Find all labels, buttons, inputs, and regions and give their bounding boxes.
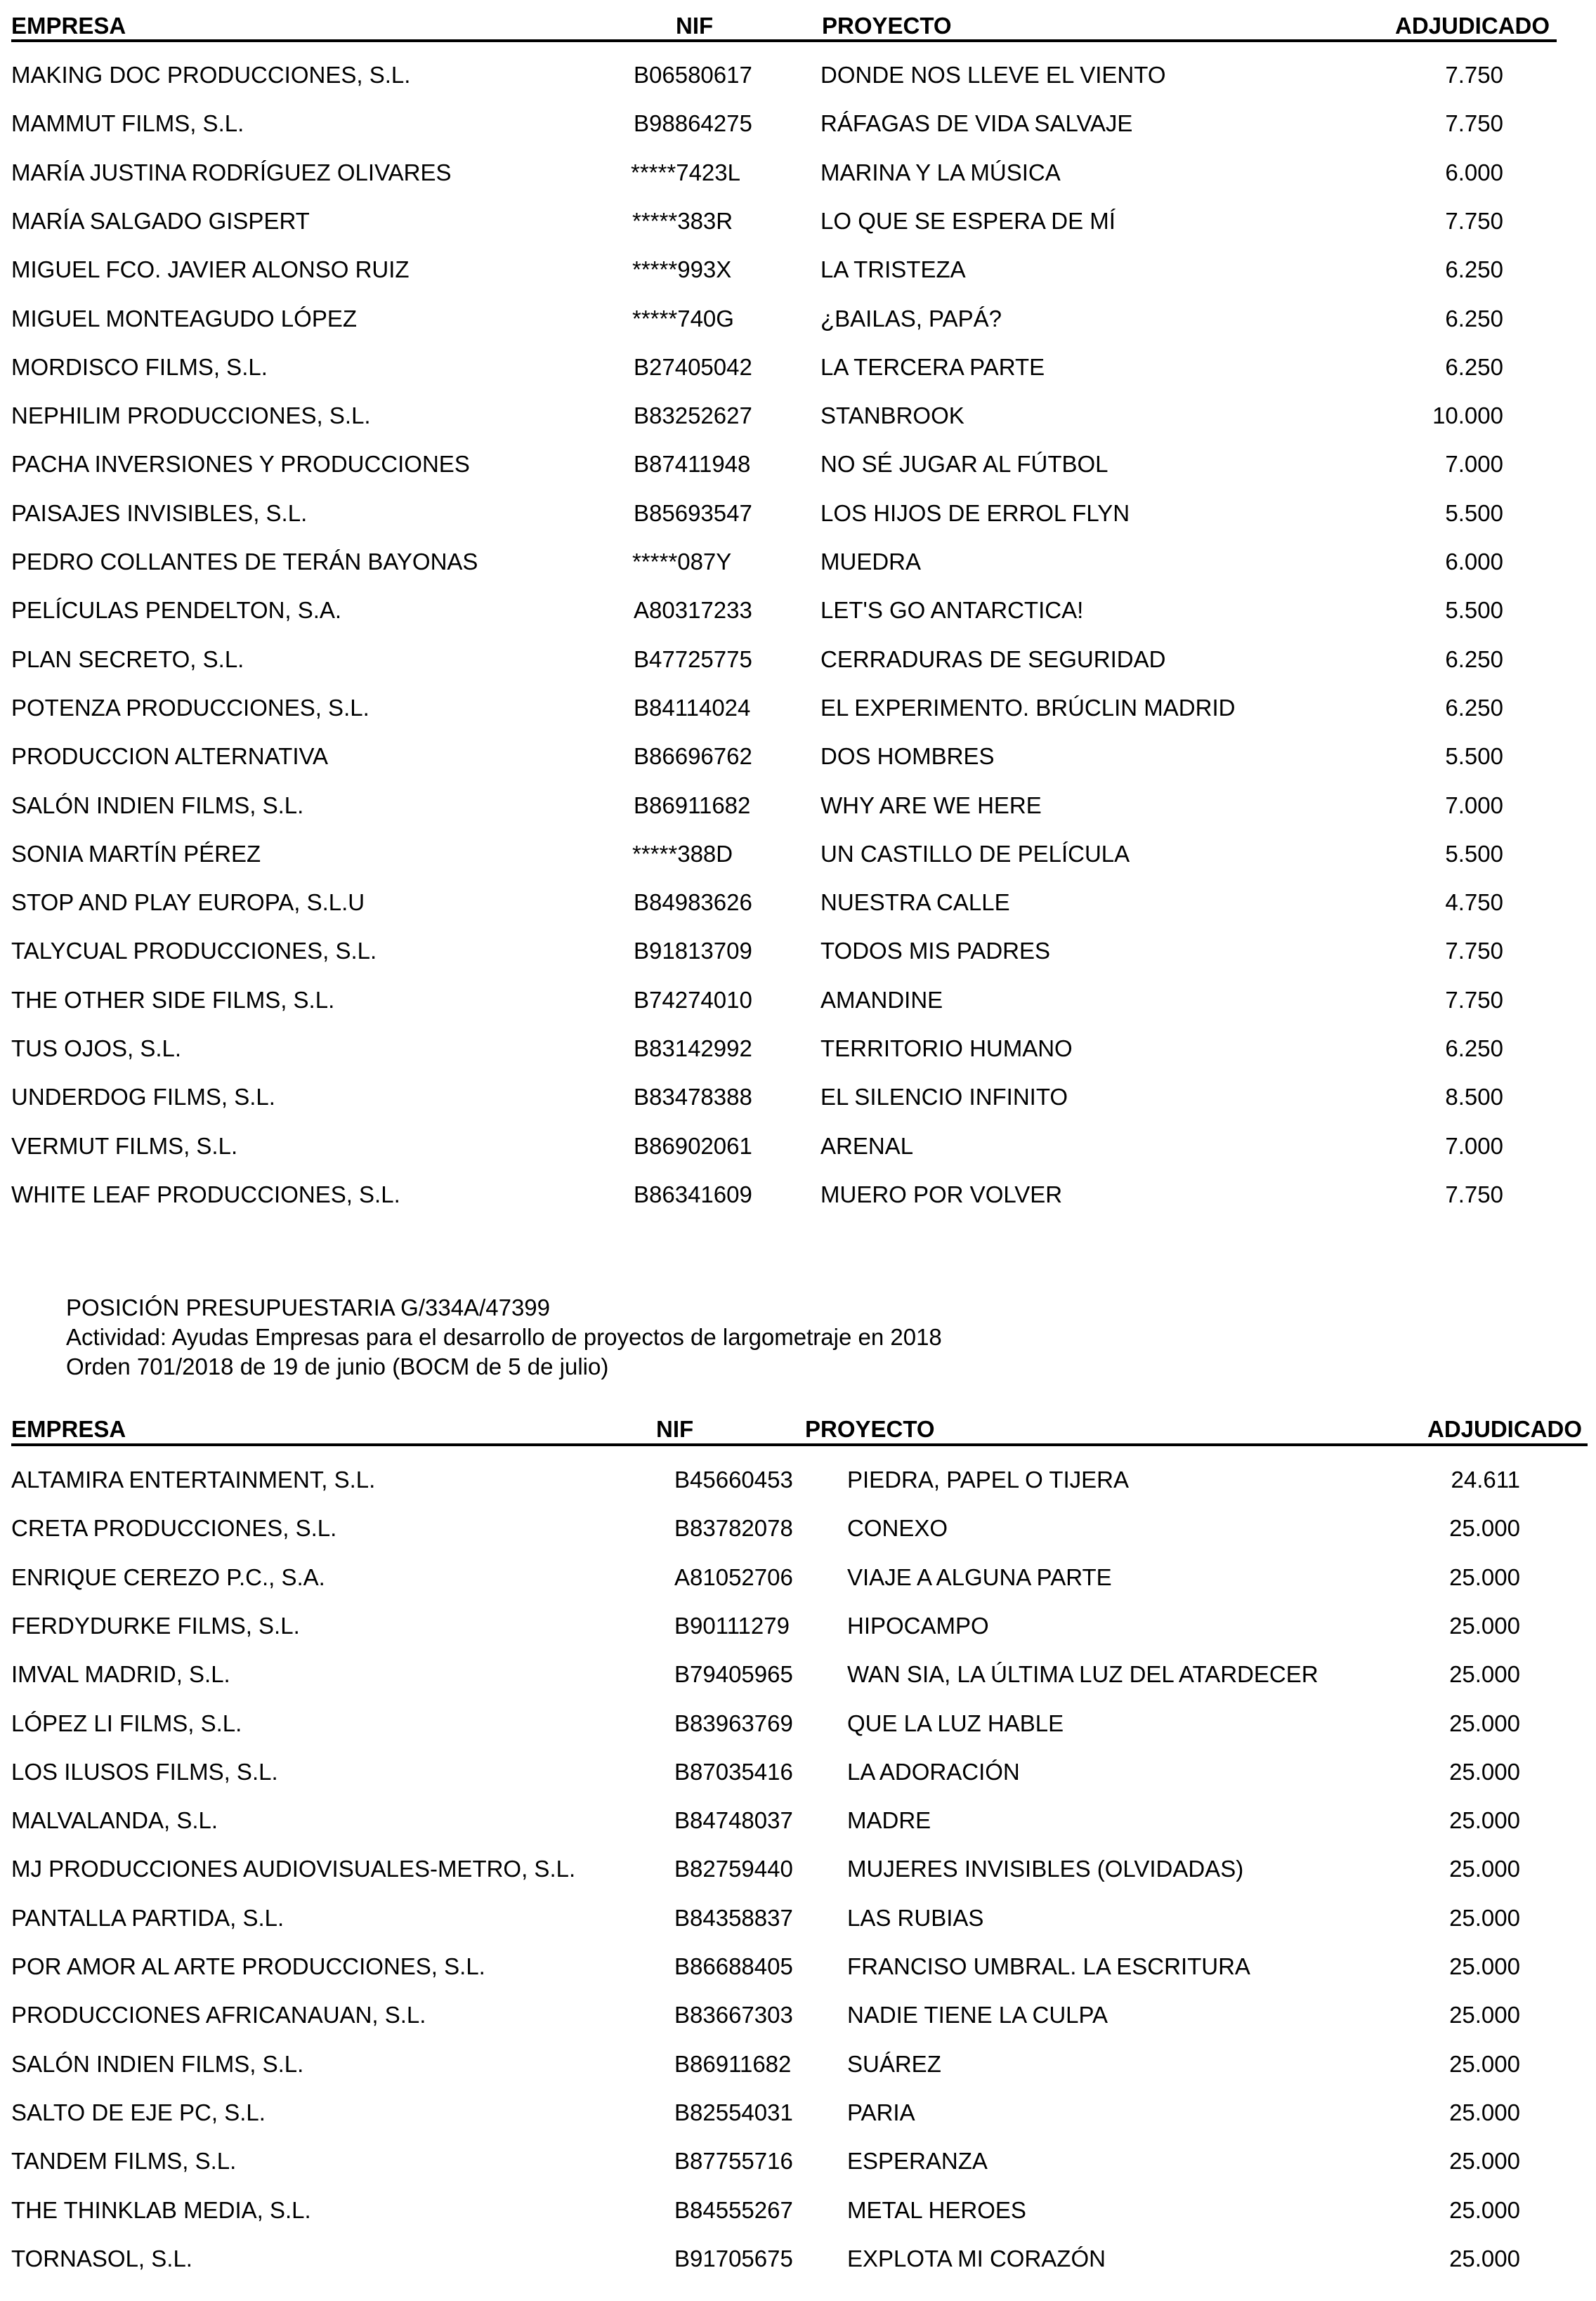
table-row [0, 1942, 1596, 1991]
cell-empresa: PELÍCULAS PENDELTON, S.A. [11, 597, 342, 624]
table-row [0, 1796, 1596, 1845]
table-row [0, 878, 1596, 927]
cell-proyecto: MARINA Y LA MÚSICA [820, 159, 1061, 185]
table-row [0, 635, 1596, 684]
cell-empresa: PANTALLA PARTIDA, S.L. [11, 1904, 284, 1931]
table-row [0, 1699, 1596, 1748]
cell-adjudicado: 25.000 [1449, 1758, 1520, 1785]
cell-empresa: MAKING DOC PRODUCCIONES, S.L. [11, 62, 411, 88]
header-adjudicado: ADJUDICADO [1427, 1416, 1583, 1442]
cell-nif: B84358837 [674, 1904, 793, 1931]
table-row [0, 976, 1596, 1025]
cell-proyecto: UN CASTILLO DE PELÍCULA [820, 840, 1130, 867]
cell-nif: B91813709 [634, 938, 752, 964]
cell-nif: B27405042 [634, 353, 752, 380]
cell-adjudicado: 25.000 [1449, 2196, 1520, 2223]
table-row [0, 1122, 1596, 1171]
cell-empresa: PACHA INVERSIONES Y PRODUCCIONES [11, 451, 470, 478]
table-row [0, 1844, 1596, 1894]
cell-nif: *****087Y [632, 549, 732, 575]
cell-nif: *****383R [632, 207, 733, 234]
cell-proyecto: LA TRISTEZA [820, 256, 966, 283]
cell-empresa: MJ PRODUCCIONES AUDIOVISUALES-METRO, S.L. [11, 1856, 576, 1882]
header-empresa: EMPRESA [11, 1416, 126, 1442]
cell-adjudicado: 25.000 [1449, 1904, 1520, 1931]
table-row [0, 2234, 1596, 2283]
table-row [0, 732, 1596, 781]
cell-nif: B86688405 [674, 1953, 793, 1979]
cell-adjudicado: 7.750 [1445, 986, 1503, 1013]
cell-empresa: POR AMOR AL ARTE PRODUCCIONES, S.L. [11, 1953, 485, 1979]
cell-empresa: MARÍA SALGADO GISPERT [11, 207, 310, 234]
cell-adjudicado: 6.250 [1445, 1035, 1503, 1061]
cell-proyecto: METAL HEROES [847, 2196, 1026, 2223]
cell-adjudicado: 25.000 [1449, 1612, 1520, 1639]
cell-nif: B83252627 [634, 402, 752, 429]
cell-nif: *****7423L [631, 159, 740, 185]
table-row [0, 1601, 1596, 1651]
table-row [0, 51, 1596, 100]
table-row [0, 148, 1596, 197]
cell-empresa: THE THINKLAB MEDIA, S.L. [11, 2196, 311, 2223]
table-row [0, 2137, 1596, 2186]
cell-adjudicado: 5.500 [1445, 743, 1503, 770]
cell-empresa: PLAN SECRETO, S.L. [11, 645, 244, 672]
cell-adjudicado: 25.000 [1449, 1953, 1520, 1979]
cell-proyecto: VIAJE A ALGUNA PARTE [847, 1563, 1112, 1590]
cell-proyecto: WAN SIA, LA ÚLTIMA LUZ DEL ATARDECER [847, 1661, 1319, 1688]
table-row [0, 489, 1596, 538]
cell-nif: B84114024 [634, 694, 751, 721]
cell-empresa: WHITE LEAF PRODUCCIONES, S.L. [11, 1181, 400, 1207]
cell-empresa: THE OTHER SIDE FILMS, S.L. [11, 986, 335, 1013]
cell-proyecto: LAS RUBIAS [847, 1904, 984, 1931]
cell-empresa: PAISAJES INVISIBLES, S.L. [11, 499, 308, 526]
cell-adjudicado: 25.000 [1449, 2099, 1520, 2125]
cell-empresa: STOP AND PLAY EUROPA, S.L.U [11, 889, 365, 916]
cell-adjudicado: 25.000 [1449, 2002, 1520, 2028]
cell-proyecto: ARENAL [820, 1132, 914, 1159]
cell-proyecto: MADRE [847, 1807, 931, 1834]
cell-empresa: TUS OJOS, S.L. [11, 1035, 182, 1061]
cell-proyecto: NO SÉ JUGAR AL FÚTBOL [820, 451, 1108, 478]
cell-nif: B47725775 [634, 645, 752, 672]
cell-empresa: SONIA MARTÍN PÉREZ [11, 840, 261, 867]
cell-proyecto: FRANCISO UMBRAL. LA ESCRITURA [847, 1953, 1250, 1979]
cell-adjudicado: 25.000 [1449, 1661, 1520, 1688]
cell-adjudicado: 25.000 [1449, 2050, 1520, 2077]
cell-nif: *****388D [632, 840, 733, 867]
header-empresa: EMPRESA [11, 13, 126, 39]
cell-nif: A81052706 [674, 1563, 793, 1590]
table-row [0, 830, 1596, 879]
cell-adjudicado: 25.000 [1449, 1515, 1520, 1542]
table-row [0, 440, 1596, 489]
cell-empresa: POTENZA PRODUCCIONES, S.L. [11, 694, 369, 721]
cell-nif: B84748037 [674, 1807, 793, 1834]
cell-nif: B83142992 [634, 1035, 752, 1061]
cell-proyecto: LA ADORACIÓN [847, 1758, 1020, 1785]
cell-adjudicado: 25.000 [1449, 1710, 1520, 1736]
table-row [0, 1455, 1596, 1504]
cell-proyecto: CERRADURAS DE SEGURIDAD [820, 645, 1166, 672]
cell-empresa: TANDEM FILMS, S.L. [11, 2148, 237, 2175]
budget-position: POSICIÓN PRESUPUESTARIA G/334A/47399 [66, 1294, 551, 1320]
cell-nif: B82759440 [674, 1856, 793, 1882]
cell-adjudicado: 25.000 [1449, 1807, 1520, 1834]
cell-proyecto: EL EXPERIMENTO. BRÚCLIN MADRID [820, 694, 1236, 721]
table-2-header [0, 1415, 1596, 1443]
table-row [0, 2186, 1596, 2235]
cell-proyecto: MUERO POR VOLVER [820, 1181, 1063, 1207]
cell-proyecto: DOS HOMBRES [820, 743, 995, 770]
cell-proyecto: MUEDRA [820, 549, 922, 575]
cell-empresa: FERDYDURKE FILMS, S.L. [11, 1612, 300, 1639]
cell-nif: B87755716 [674, 2148, 793, 2175]
cell-nif: B86911682 [634, 792, 751, 818]
cell-proyecto: STANBROOK [820, 402, 964, 429]
table-row [0, 683, 1596, 733]
cell-proyecto: QUE LA LUZ HABLE [847, 1710, 1064, 1736]
table-row [0, 99, 1596, 148]
activity-description: Actividad: Ayudas Empresas para el desarrollo de proyectos de largometraje en 2018 [66, 1324, 942, 1350]
cell-proyecto: NADIE TIENE LA CULPA [847, 2002, 1108, 2028]
table-row [0, 197, 1596, 246]
cell-empresa: VERMUT FILMS, S.L. [11, 1132, 238, 1159]
table-row [0, 1504, 1596, 1553]
cell-empresa: CRETA PRODUCCIONES, S.L. [11, 1515, 337, 1542]
cell-empresa: PRODUCCIONES AFRICANAUAN, S.L. [11, 2002, 426, 2028]
table-row [0, 391, 1596, 440]
cell-nif: B86911682 [674, 2050, 792, 2077]
order-reference: Orden 701/2018 de 19 de junio (BOCM de 5 de julio) [66, 1353, 609, 1379]
cell-adjudicado: 25.000 [1449, 1563, 1520, 1590]
table-row [0, 1073, 1596, 1122]
table-row [0, 1553, 1596, 1602]
cell-nif: B85693547 [634, 499, 752, 526]
cell-proyecto: ¿BAILAS, PAPÁ? [820, 305, 1002, 332]
cell-proyecto: TODOS MIS PADRES [820, 938, 1051, 964]
cell-adjudicado: 25.000 [1449, 2148, 1520, 2175]
cell-adjudicado: 6.250 [1445, 694, 1503, 721]
cell-nif: B87035416 [674, 1758, 793, 1785]
header-nif: NIF [656, 1416, 694, 1442]
cell-adjudicado: 6.000 [1445, 549, 1503, 575]
table-1-header-rule [11, 39, 1557, 42]
cell-nif: B83782078 [674, 1515, 793, 1542]
cell-adjudicado: 24.611 [1451, 1467, 1520, 1493]
cell-nif: B91705675 [674, 2245, 793, 2272]
table-row [0, 1991, 1596, 2040]
table-row [0, 1894, 1596, 1943]
cell-proyecto: LO QUE SE ESPERA DE MÍ [820, 207, 1116, 234]
cell-nif: A80317233 [634, 597, 752, 624]
cell-nif: B06580617 [634, 62, 752, 88]
cell-proyecto: LA TERCERA PARTE [820, 353, 1045, 380]
cell-adjudicado: 5.500 [1445, 840, 1503, 867]
cell-proyecto: DONDE NOS LLEVE EL VIENTO [820, 62, 1166, 88]
cell-nif: B84983626 [634, 889, 752, 916]
cell-empresa: PEDRO COLLANTES DE TERÁN BAYONAS [11, 549, 478, 575]
cell-adjudicado: 8.500 [1445, 1084, 1503, 1110]
cell-proyecto: NUESTRA CALLE [820, 889, 1010, 916]
cell-proyecto: LOS HIJOS DE ERROL FLYN [820, 499, 1130, 526]
cell-adjudicado: 6.250 [1445, 645, 1503, 672]
table-1-header [0, 12, 1596, 40]
cell-proyecto: CONEXO [847, 1515, 948, 1542]
cell-nif: B83478388 [634, 1084, 752, 1110]
cell-nif: B83963769 [674, 1710, 793, 1736]
cell-adjudicado: 7.750 [1445, 62, 1503, 88]
table-row [0, 245, 1596, 294]
cell-adjudicado: 4.750 [1445, 889, 1503, 916]
cell-nif: B45660453 [674, 1467, 793, 1493]
cell-adjudicado: 25.000 [1449, 1856, 1520, 1882]
cell-empresa: ALTAMIRA ENTERTAINMENT, S.L. [11, 1467, 376, 1493]
cell-proyecto: WHY ARE WE HERE [820, 792, 1042, 818]
cell-empresa: SALÓN INDIEN FILMS, S.L. [11, 792, 304, 818]
cell-empresa: SALÓN INDIEN FILMS, S.L. [11, 2050, 304, 2077]
cell-empresa: LÓPEZ LI FILMS, S.L. [11, 1710, 242, 1736]
cell-empresa: UNDERDOG FILMS, S.L. [11, 1084, 275, 1110]
cell-empresa: MAMMUT FILMS, S.L. [11, 110, 244, 137]
cell-empresa: MIGUEL MONTEAGUDO LÓPEZ [11, 305, 358, 332]
cell-empresa: SALTO DE EJE PC, S.L. [11, 2099, 266, 2125]
cell-adjudicado: 10.000 [1432, 402, 1503, 429]
cell-nif: *****740G [632, 305, 734, 332]
cell-empresa: ENRIQUE CEREZO P.C., S.A. [11, 1563, 325, 1590]
table-row [0, 781, 1596, 830]
cell-proyecto: PIEDRA, PAPEL O TIJERA [847, 1467, 1130, 1493]
cell-empresa: MIGUEL FCO. JAVIER ALONSO RUIZ [11, 256, 410, 283]
cell-proyecto: LET'S GO ANTARCTICA! [820, 597, 1084, 624]
cell-adjudicado: 7.000 [1445, 451, 1503, 478]
cell-empresa: MORDISCO FILMS, S.L. [11, 353, 268, 380]
cell-nif: B79405965 [674, 1661, 793, 1688]
cell-proyecto: TERRITORIO HUMANO [820, 1035, 1073, 1061]
cell-nif: B98864275 [634, 110, 752, 137]
cell-adjudicado: 7.750 [1445, 938, 1503, 964]
cell-adjudicado: 6.250 [1445, 353, 1503, 380]
cell-adjudicado: 6.250 [1445, 256, 1503, 283]
cell-adjudicado: 7.000 [1445, 792, 1503, 818]
header-proyecto: PROYECTO [805, 1416, 935, 1442]
cell-proyecto: EXPLOTA MI CORAZÓN [847, 2245, 1106, 2272]
cell-proyecto: EL SILENCIO INFINITO [820, 1084, 1068, 1110]
cell-empresa: MALVALANDA, S.L. [11, 1807, 218, 1834]
cell-nif: B83667303 [674, 2002, 793, 2028]
table-row [0, 1024, 1596, 1073]
cell-proyecto: ESPERANZA [847, 2148, 988, 2175]
table-2-header-rule [11, 1443, 1588, 1446]
cell-proyecto: SUÁREZ [847, 2050, 941, 2077]
cell-nif: B84555267 [674, 2196, 793, 2223]
cell-adjudicado: 7.750 [1445, 207, 1503, 234]
cell-proyecto: HIPOCAMPO [847, 1612, 989, 1639]
cell-empresa: NEPHILIM PRODUCCIONES, S.L. [11, 402, 371, 429]
cell-empresa: IMVAL MADRID, S.L. [11, 1661, 230, 1688]
cell-proyecto: AMANDINE [820, 986, 943, 1013]
cell-adjudicado: 25.000 [1449, 2245, 1520, 2272]
header-proyecto: PROYECTO [822, 13, 952, 39]
table-row [0, 537, 1596, 586]
cell-proyecto: MUJERES INVISIBLES (OLVIDADAS) [847, 1856, 1244, 1882]
cell-nif: B82554031 [674, 2099, 793, 2125]
table-row [0, 343, 1596, 392]
cell-empresa: PRODUCCION ALTERNATIVA [11, 743, 329, 770]
cell-nif: *****993X [632, 256, 732, 283]
table-row [0, 2040, 1596, 2089]
cell-nif: B86696762 [634, 743, 752, 770]
table-row [0, 1650, 1596, 1699]
cell-adjudicado: 6.250 [1445, 305, 1503, 332]
cell-empresa: MARÍA JUSTINA RODRÍGUEZ OLIVARES [11, 159, 452, 185]
cell-empresa: LOS ILUSOS FILMS, S.L. [11, 1758, 278, 1785]
table-row [0, 926, 1596, 976]
table-row [0, 586, 1596, 635]
table-row [0, 1748, 1596, 1797]
cell-nif: B86902061 [634, 1132, 752, 1159]
table-row [0, 294, 1596, 343]
cell-adjudicado: 5.500 [1445, 499, 1503, 526]
cell-nif: B90111279 [674, 1612, 790, 1639]
cell-proyecto: PARIA [847, 2099, 915, 2125]
cell-proyecto: RÁFAGAS DE VIDA SALVAJE [820, 110, 1133, 137]
cell-nif: B87411948 [634, 451, 751, 478]
table-row [0, 2088, 1596, 2137]
cell-adjudicado: 7.750 [1445, 110, 1503, 137]
table-row [0, 1170, 1596, 1219]
header-adjudicado: ADJUDICADO [1395, 13, 1550, 39]
header-nif: NIF [676, 13, 714, 39]
cell-empresa: TORNASOL, S.L. [11, 2245, 192, 2272]
cell-empresa: TALYCUAL PRODUCCIONES, S.L. [11, 938, 377, 964]
cell-adjudicado: 6.000 [1445, 159, 1503, 185]
cell-adjudicado: 7.000 [1445, 1132, 1503, 1159]
cell-nif: B74274010 [634, 986, 752, 1013]
cell-adjudicado: 7.750 [1445, 1181, 1503, 1207]
cell-adjudicado: 5.500 [1445, 597, 1503, 624]
cell-nif: B86341609 [634, 1181, 752, 1207]
